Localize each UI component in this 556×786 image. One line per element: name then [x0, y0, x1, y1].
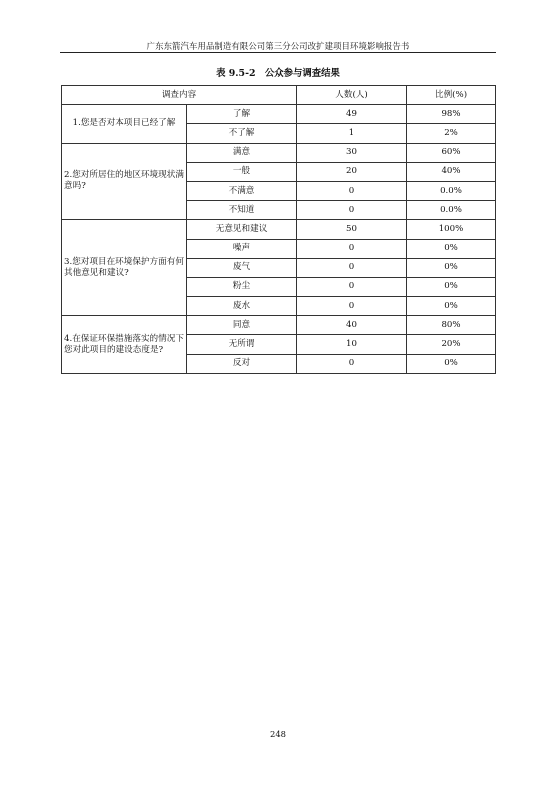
count-cell: 20 — [297, 162, 407, 181]
table-row — [62, 316, 496, 335]
ratio-cell: 2% — [407, 124, 496, 143]
ratio-cell: 98% — [407, 105, 496, 124]
page-number: 248 — [270, 729, 286, 739]
count-cell: 0 — [297, 239, 407, 258]
question-1: 1.您是否对本项目已经了解 — [62, 105, 187, 143]
ratio-cell: 0.0% — [407, 201, 496, 220]
ratio-cell: 0% — [407, 239, 496, 258]
count-cell: 0 — [297, 297, 407, 316]
option-cell: 无所谓 — [187, 335, 297, 354]
option-cell: 废水 — [187, 297, 297, 316]
header-count: 人数(人) — [297, 86, 407, 105]
option-cell: 同意 — [187, 316, 297, 335]
header-divider — [60, 52, 496, 53]
count-cell: 1 — [297, 124, 407, 143]
ratio-cell: 0.0% — [407, 181, 496, 200]
option-cell: 满意 — [187, 143, 297, 162]
table-row — [62, 220, 496, 239]
ratio-cell: 0% — [407, 258, 496, 277]
table-header-row — [62, 86, 496, 105]
table-row — [62, 105, 496, 124]
option-cell: 粉尘 — [187, 277, 297, 296]
ratio-cell: 100% — [407, 220, 496, 239]
header-ratio: 比例(%) — [407, 86, 496, 105]
count-cell: 49 — [297, 105, 407, 124]
question-4: 4.在保证环保措施落实的情况下您对此项目的建设态度是? — [62, 316, 187, 374]
ratio-cell: 20% — [407, 335, 496, 354]
count-cell: 0 — [297, 258, 407, 277]
count-cell: 0 — [297, 181, 407, 200]
option-cell: 反对 — [187, 354, 297, 373]
count-cell: 0 — [297, 277, 407, 296]
option-cell: 不了解 — [187, 124, 297, 143]
question-3: 3.您对项目在环境保护方面有何其他意见和建议? — [62, 220, 187, 316]
count-cell: 50 — [297, 220, 407, 239]
option-cell: 废气 — [187, 258, 297, 277]
count-cell: 10 — [297, 335, 407, 354]
document-header: 广东东箭汽车用品制造有限公司第三分公司改扩建项目环境影响报告书 — [146, 41, 410, 51]
ratio-cell: 0% — [407, 297, 496, 316]
count-cell: 30 — [297, 143, 407, 162]
count-cell: 0 — [297, 201, 407, 220]
ratio-cell: 0% — [407, 354, 496, 373]
option-cell: 噪声 — [187, 239, 297, 258]
option-cell: 了解 — [187, 105, 297, 124]
ratio-cell: 60% — [407, 143, 496, 162]
header-survey-content: 调查内容 — [62, 86, 297, 105]
ratio-cell: 40% — [407, 162, 496, 181]
table-row — [62, 143, 496, 162]
ratio-cell: 80% — [407, 316, 496, 335]
ratio-cell: 0% — [407, 277, 496, 296]
survey-results-table — [61, 85, 496, 374]
table-caption: 表 9.5-2 公众参与调查结果 — [216, 68, 340, 79]
option-cell: 不满意 — [187, 181, 297, 200]
question-2: 2.您对所居住的地区环境现状满意吗? — [62, 143, 187, 220]
option-cell: 无意见和建议 — [187, 220, 297, 239]
option-cell: 不知道 — [187, 201, 297, 220]
count-cell: 0 — [297, 354, 407, 373]
option-cell: 一般 — [187, 162, 297, 181]
count-cell: 40 — [297, 316, 407, 335]
